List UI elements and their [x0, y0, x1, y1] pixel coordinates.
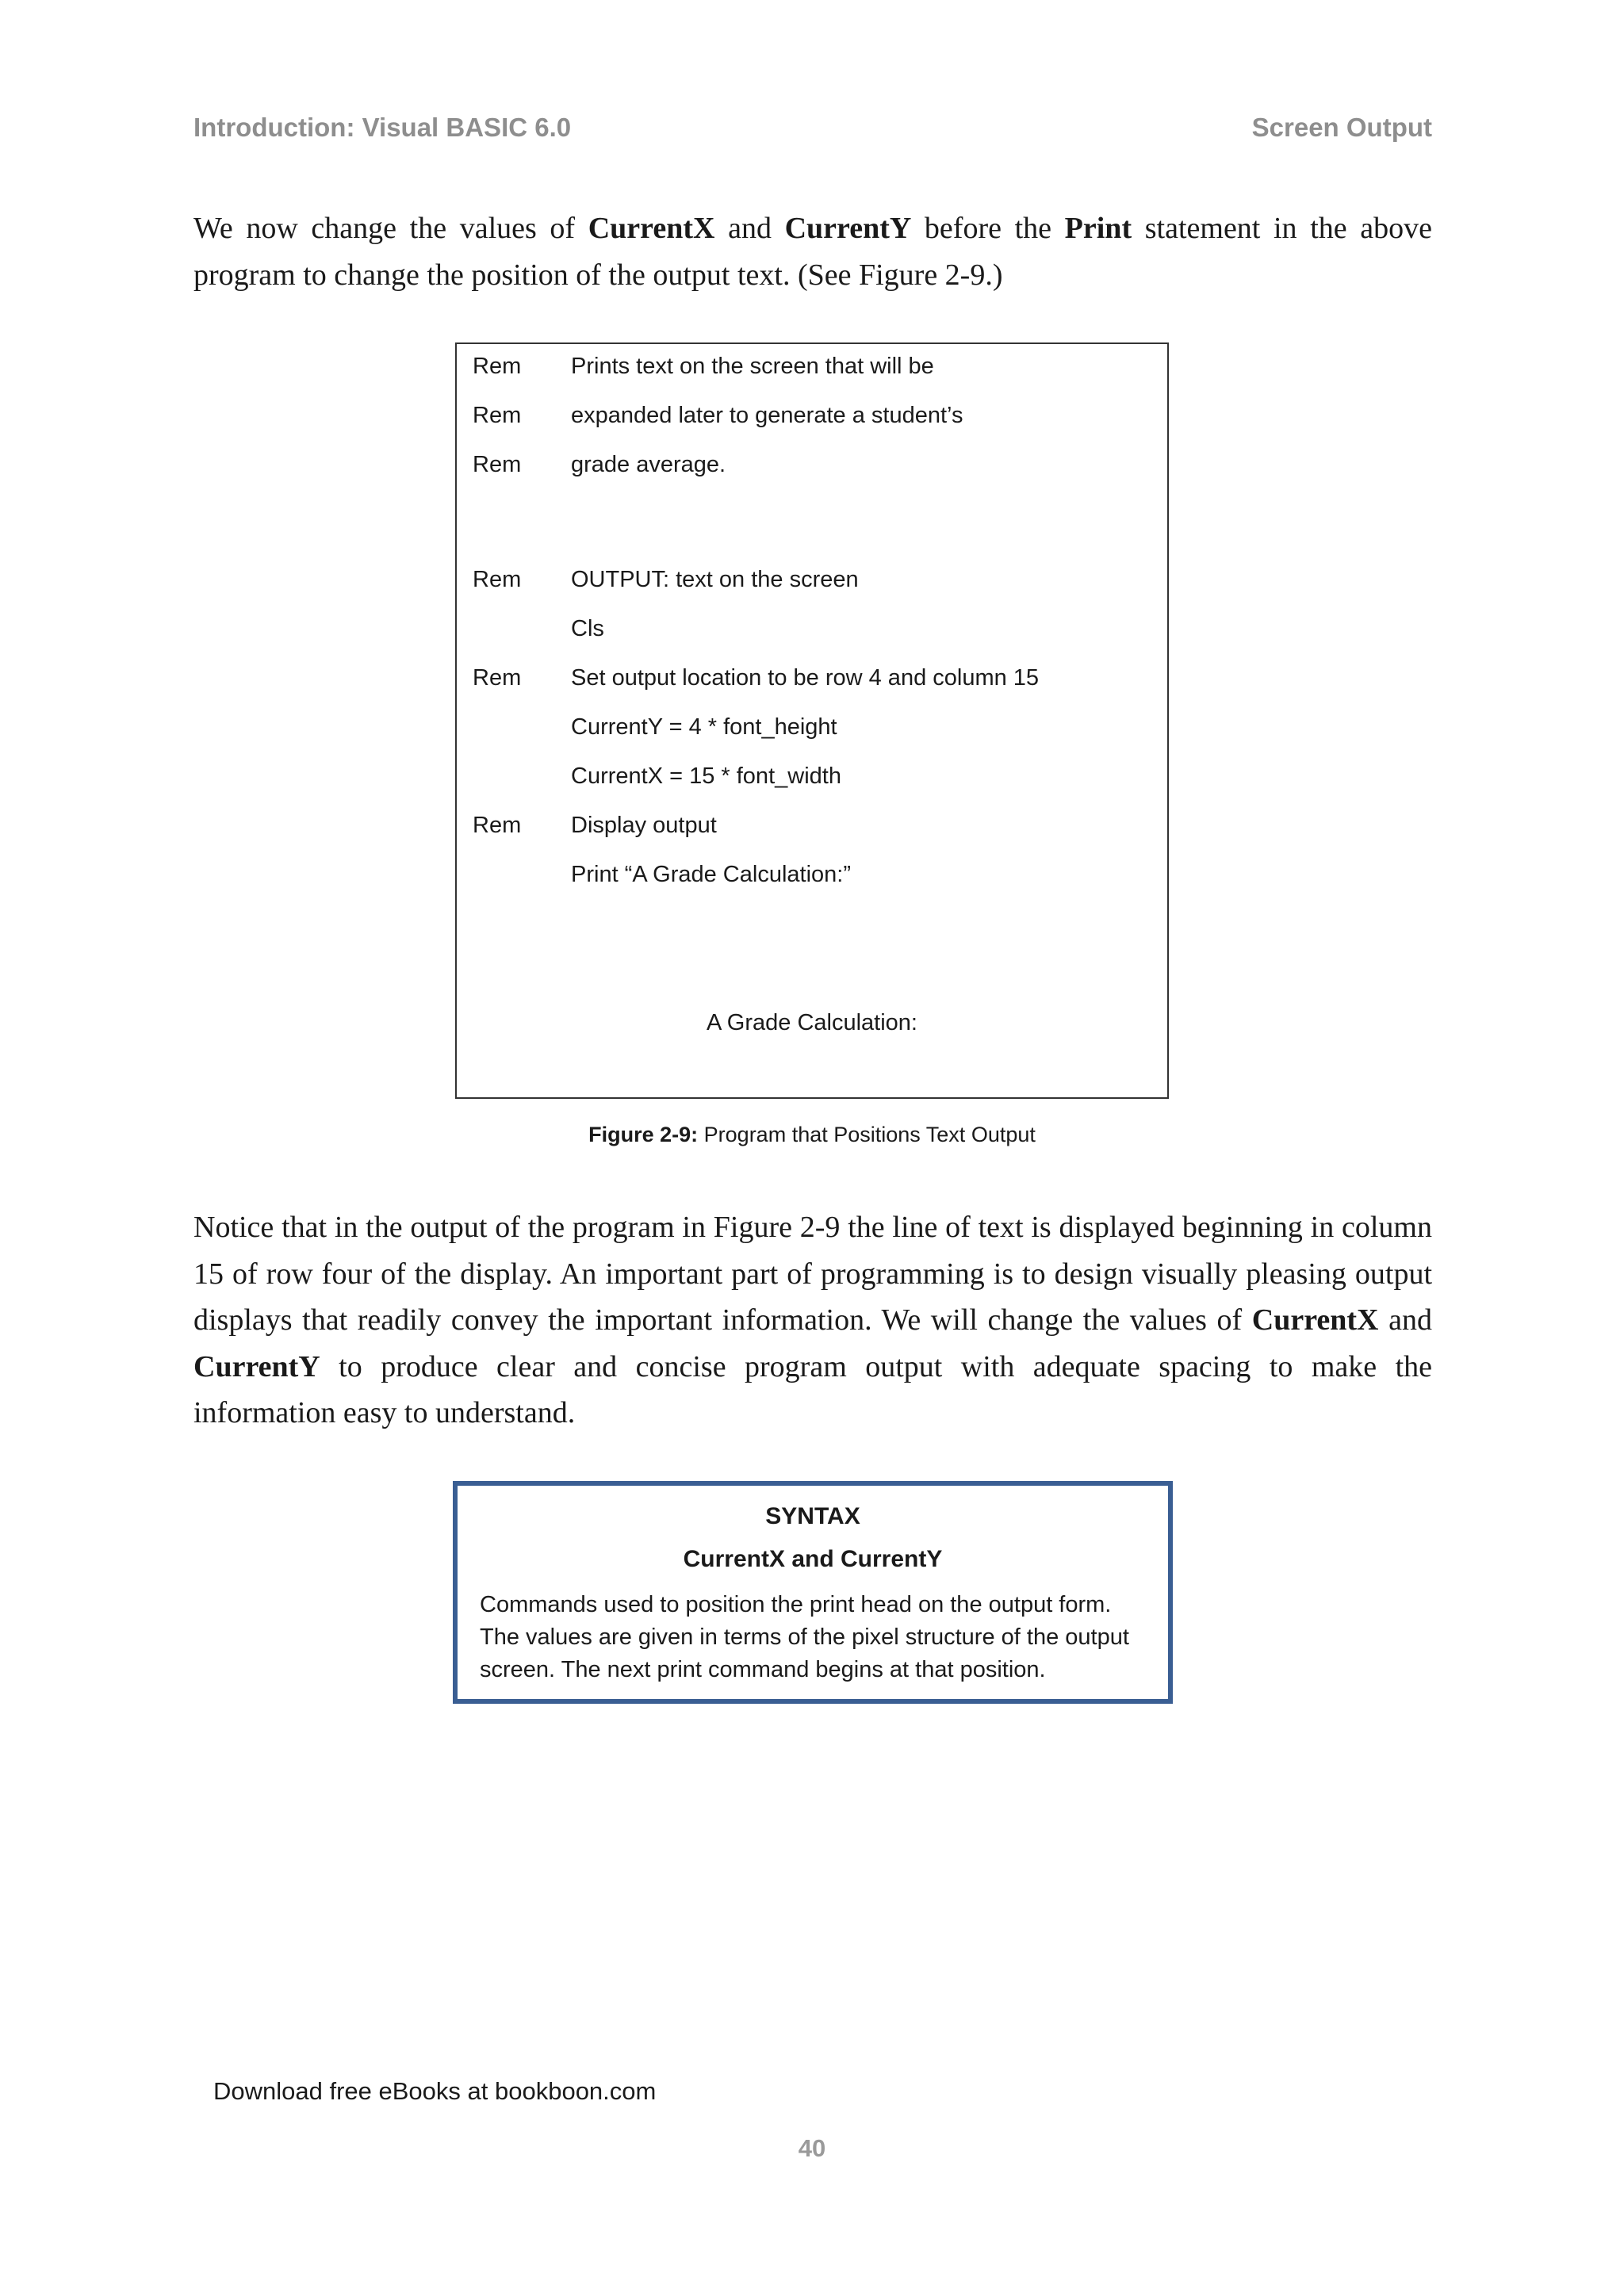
code-rem: Rem [473, 452, 522, 477]
code-rem: Rem [473, 813, 522, 838]
code-rem: Rem [473, 403, 522, 428]
text-run: to produce clear and concise program output with adequate spacing to make the information easy to understand. [193, 1349, 1432, 1429]
code-line [457, 763, 1167, 795]
caption-text: Program that Positions Text Output [698, 1123, 1036, 1146]
caption-label: Figure 2-9: [588, 1123, 699, 1146]
figure-caption [0, 1123, 1624, 1147]
code-text: grade average. [571, 452, 726, 477]
code-text: Cls [571, 616, 604, 641]
keyword-currentx: CurrentX [588, 212, 715, 245]
syntax-description: Commands used to position the print head on the output form. The values are given in terms of the pixel structure of the output screen. The next print command begins at that position. [480, 1592, 1129, 1682]
program-output-text: A Grade Calculation: [707, 1010, 917, 1035]
intro-paragraph [193, 205, 1432, 298]
code-text: CurrentY = 4 * font_height [571, 714, 837, 740]
code-line [457, 714, 1167, 746]
download-link[interactable]: Download free eBooks at bookboon.com [213, 2077, 657, 2105]
explanation-paragraph [193, 1204, 1432, 1437]
code-line [457, 813, 1167, 844]
code-line [457, 616, 1167, 648]
keyword-print: Print [1064, 212, 1132, 245]
code-rem: Rem [473, 354, 522, 379]
running-header-title: Introduction: Visual BASIC 6.0 [193, 113, 572, 142]
code-text: Set output location to be row 4 and column 15 [571, 665, 1040, 691]
code-line [457, 452, 1167, 484]
code-line [457, 665, 1167, 697]
code-text: OUTPUT: text on the screen [571, 567, 859, 592]
keyword-currentx: CurrentX [1251, 1303, 1379, 1337]
code-line [457, 403, 1167, 434]
keyword-currenty: CurrentY [784, 212, 912, 245]
code-text: Print “A Grade Calculation:” [571, 862, 851, 887]
code-text: Display output [571, 813, 717, 838]
text-run: and [714, 212, 785, 245]
running-header-section: Screen Output [1251, 113, 1432, 142]
keyword-currenty: CurrentY [193, 1349, 320, 1383]
code-line [457, 354, 1167, 385]
text-run: before the [911, 212, 1065, 245]
code-figure [455, 342, 1169, 1099]
syntax-subtitle: CurrentX and CurrentY [683, 1546, 943, 1572]
code-rem: Rem [473, 567, 522, 592]
text-run: Notice that in the output of the program in Figure 2-9 the line of text is displayed beginning in column 15 of row four of the display. An important part of programming is to design visually pleasing output displays that readily convey the important information. We will change the values of [193, 1211, 1432, 1337]
code-text: expanded later to generate a student’s [571, 403, 963, 428]
syntax-title: SYNTAX [765, 1503, 860, 1529]
code-rem: Rem [473, 665, 522, 691]
code-line [457, 567, 1167, 599]
text-run: and [1378, 1303, 1432, 1337]
text-run: We now change the values of [193, 212, 588, 245]
page-number: 40 [798, 2134, 826, 2162]
syntax-box [453, 1481, 1173, 1704]
code-line [457, 862, 1167, 894]
code-text: Prints text on the screen that will be [571, 354, 934, 379]
code-text: CurrentX = 15 * font_width [571, 763, 841, 789]
text-run: statement in the above program to change the position of the output text. (See Figure 2-9.) [193, 212, 1432, 292]
